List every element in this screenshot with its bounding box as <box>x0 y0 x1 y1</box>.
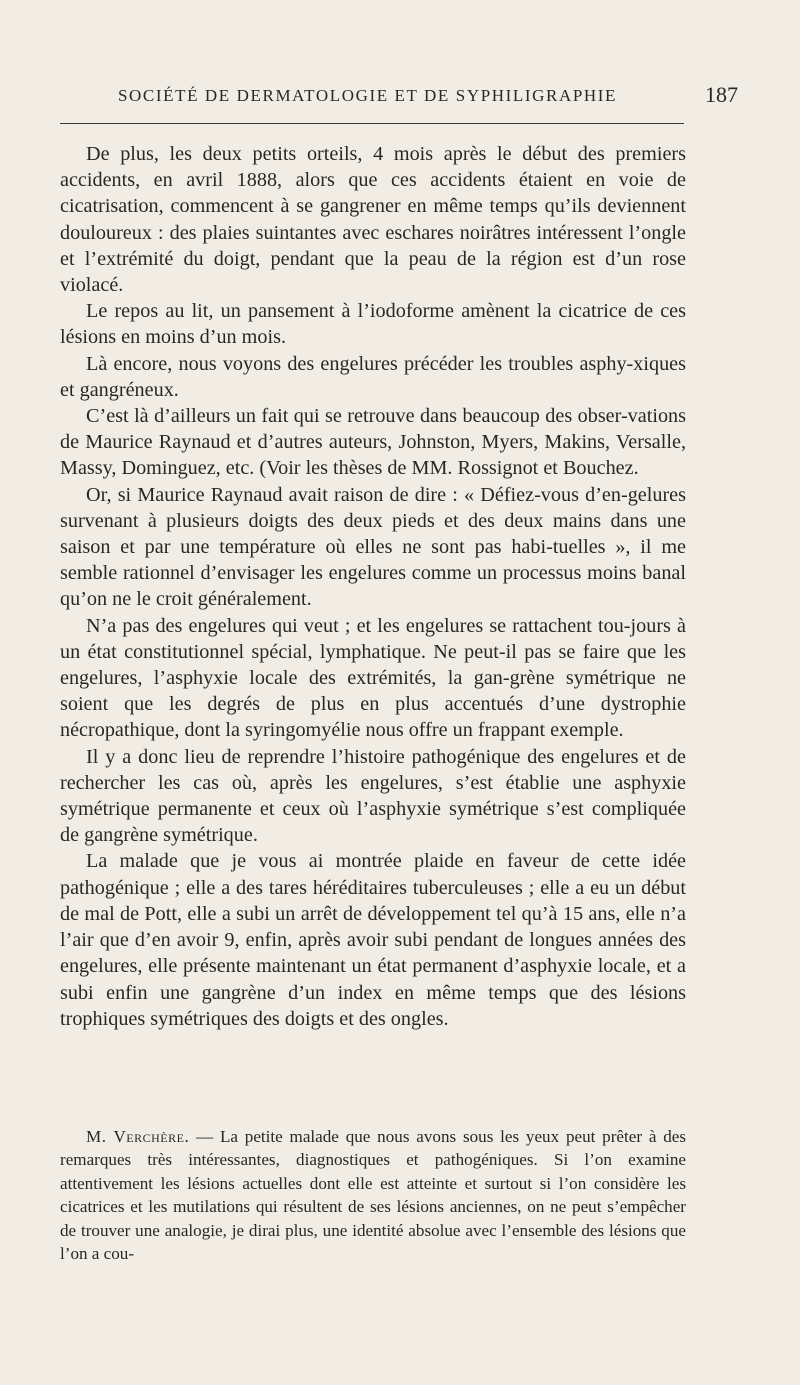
speaker-name: M. Verchère. <box>86 1127 190 1146</box>
paragraph: C’est là d’ailleurs un fait qui se retrouve dans beaucoup des obser-vations de Maurice Raynaud et d’autres auteurs, Johnston, Myers, Makins, Versalle, Massy, Dominguez, etc. (Voir les thèses de MM. Rossignot et Bouchez. <box>60 405 686 480</box>
page-header <box>60 80 740 110</box>
header-rule <box>60 123 684 124</box>
paragraph: Il y a donc lieu de reprendre l’histoire pathogénique des engelures et de rechercher les cas où, après les engelures, s’est établie une asphyxie symétrique permanente et ceux où l’asphyxie symétrique s’est compliquée de gangrène symétrique. <box>60 745 686 847</box>
paragraph: Là encore, nous voyons des engelures précéder les troubles asphy-xiques et gangréneux. <box>60 352 686 401</box>
discussion-text: — La petite malade que nous avons sous les yeux peut prêter à des remarques très intéressantes, diagnostiques et pathogéniques. Si l’on examine attentivement les lésions actuelles dont elle est atteinte et surtout si l’on considère les cicatrices et les mutilations qui résultent de ses lésions anciennes, on ne peut s’empêcher de trouver une analogie, je dirai plus, une identité absolue avec l’ensemble des lésions que l’on a cou- <box>60 1127 686 1264</box>
running-title: SOCIÉTÉ DE DERMATOLOGIE ET DE SYPHILIGRAPHIE <box>118 86 618 105</box>
page-number: 187 <box>705 82 738 107</box>
paragraph: La malade que je vous ai montrée plaide en faveur de cette idée pathogénique ; elle a des tares héréditaires tuberculeuses ; elle a eu un début de mal de Pott, elle a subi un arrêt de développement tel qu’à 15 ans, elle n’a l’air que d’en avoir 9, enfin, après avoir subi pendant de longues années des engelures, elle présente maintenant un état permanent d’asphyxie locale, et a subi enfin une gangrène d’un index en même temps que des lésions trophiques symétriques des doigts et des ongles. <box>60 850 686 1030</box>
discussion-section <box>60 1125 686 1265</box>
paragraph: Le repos au lit, un pansement à l’iodoforme amènent la cicatrice de ces lésions en moins d’un mois. <box>60 300 686 349</box>
body-text <box>60 141 686 1032</box>
paragraph: Or, si Maurice Raynaud avait raison de dire : « Défiez-vous d’en-gelures survenant à plusieurs doigts des deux pieds et des deux mains dans une saison et par une température où elles ne sont pas habi-tuelles », il me semble rationnel d’envisager les engelures comme un processus moins banal qu’on ne le croit généralement. <box>60 483 686 611</box>
discussion-paragraph <box>60 1125 686 1265</box>
paragraph: De plus, les deux petits orteils, 4 mois après le début des premiers accidents, en avril 1888, alors que ces accidents étaient en voie de cicatrisation, commencent à se gangrener en même temps qu’ils deviennent douloureux : des plaies suintantes avec eschares noirâtres intéressent l’ongle et l’extrémité du doigt, pendant que la peau de la région est d’un rose violacé. <box>60 143 686 297</box>
page <box>60 0 740 1385</box>
paragraph: N’a pas des engelures qui veut ; et les engelures se rattachent tou-jours à un état constitutionnel spécial, lymphatique. Ne peut-il pas se faire que les engelures, l’asphyxie locale des extrémités, la gan-grène symétrique ne soient que les degrés de plus en plus accentués d’une dystrophie nécropathique, dont la syringomyélie nous offre un frappant exemple. <box>60 614 686 742</box>
